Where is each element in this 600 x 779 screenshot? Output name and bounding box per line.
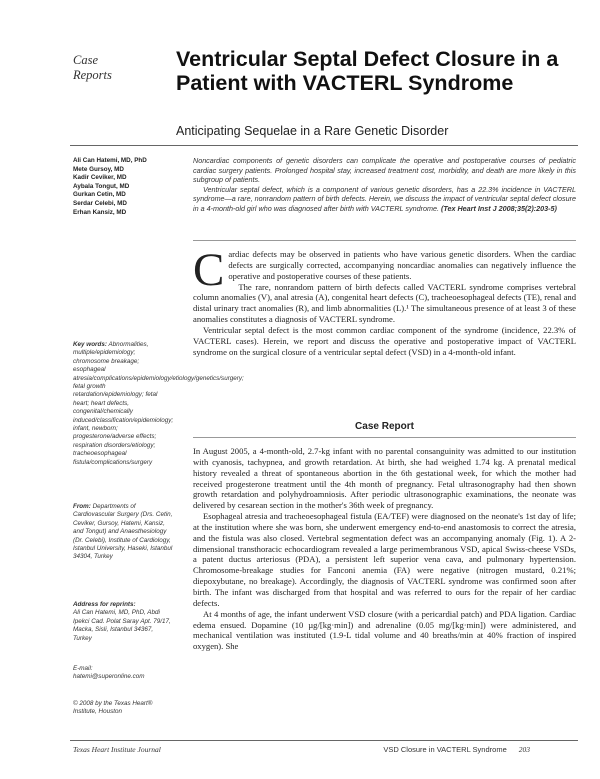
title-divider (70, 145, 578, 146)
citation: (Tex Heart Inst J 2008;35(2):203-5) (440, 203, 557, 213)
case-paragraph-3: At 4 months of age, the infant underwent VSD closure (with a pericardial patch) and PDA ligation. Cardiac edema ensued. Dopamine (10 µg/[kg·min]) and adrenaline (0.05 mg/[kg·min]) were administered, and mechanical ventilation was instituted (1.9-L tidal volume and 40 breaths/min at 40% fraction of inspired oxygen). She (193, 608, 576, 652)
section-label-line-1: Case (73, 53, 98, 67)
section-label-line-2: Reports (73, 68, 112, 82)
keywords-block (73, 341, 244, 467)
address-text: Ali Can Hatemi, MD, PhD, Abdi Ipekci Cad. Polat Saray Apt. 79/17, Macka, Sisli, Istanbul 34367, Turkey (73, 609, 171, 642)
section-label (73, 53, 163, 83)
from-label: From: (73, 503, 91, 510)
author: Serdar Celebi, MD (73, 199, 127, 207)
reprint-address-block (73, 601, 173, 643)
keywords-text: Abnormalities, multiple/epidemiology; chromosome breakage; esophageal atresia/complications/epidemiology/etiology/genetics/surgery; fetal growth retardation/epidemiology; fetal heart; heart defects, congenital/chemically induced/classification/epidemiology; infant, newborn; progesterone/adverse effects; respiration disorders/etiology; tracheoesophageal fistula/complications/surgery (73, 341, 244, 466)
intro-paragraph-1-text: ardiac defects may be observed in patients who have various genetic disorders. When the cardiac defects are surgically corrected, accompanying noncardiac anomalies can negatively influence the operative and postoperative courses of these patients. (228, 249, 576, 281)
abstract-divider (193, 240, 576, 241)
drop-cap: C (193, 244, 225, 296)
abstract (193, 156, 576, 214)
author: Aybala Tongut, MD (73, 182, 130, 190)
author: Kadir Ceviker, MD (73, 174, 127, 182)
intro-paragraph-1 (193, 244, 576, 296)
affiliation-text: Departments of Cardiovascular Surgery (Drs. Cetin, Ceviker, Gursoy, Hatemi, Kansiz, and Tongut) and Anaesthesiology (Dr. Celebi), Institute of Cardiology, Istanbul University, Haseki, Istanbul 34304, Turkey (73, 503, 173, 561)
author: Mete Gursoy, MD (73, 165, 124, 173)
running-title: VSD Closure in VACTERL Syndrome (383, 745, 507, 754)
email-label: E-mail: (73, 665, 93, 672)
running-footer (383, 745, 530, 754)
introduction (193, 244, 576, 357)
intro-paragraph-3: Ventricular septal defect is the most common cardiac component of the syndrome (incidence, 22.3% of VACTERL cases). Herein, we report and discuss the operative and postoperative impact of VACTERL syndrome on the surgical closure of a ventricular septal defect (VSD) in a 4-month-old infant. (193, 324, 576, 357)
intro-paragraph-2: The rare, nonrandom pattern of birth defects called VACTERL syndrome comprises vertebral column anomalies (V), anal atresia (A), congenital heart defects (C), tracheoesophageal defects (TE), renal and distal urinary tract anomalies (R), and limb abnormalities (L).¹ The simultaneous presence of at least 3 of these anomalies constitutes a diagnosis of VACTERL syndrome. (193, 281, 576, 325)
author: Gurkan Cetin, MD (73, 191, 126, 199)
abstract-paragraph-2-text: Ventricular septal defect, which is a component of various genetic disorders, has a 22.3% incidence in VACTERL syndrome—a rare, nonrandom pattern of birth defects. Herein, we discuss the impact of ventricular septal defect closure in a 4-month-old girl who was diagnosed after birth with VACTERL syndrome. (193, 184, 576, 213)
author: Ali Can Hatemi, MD, PhD (73, 157, 147, 164)
abstract-paragraph-2 (193, 185, 576, 214)
section-heading: Case Report (355, 421, 414, 432)
article-subtitle: Anticipating Sequelae in a Rare Genetic Disorder (176, 124, 449, 138)
author-list (73, 157, 173, 217)
email-block (73, 665, 173, 682)
article-title: Ventricular Septal Defect Closure in a Patient with VACTERL Syndrome (176, 47, 559, 95)
affiliation-block (73, 503, 173, 562)
author: Erhan Kansiz, MD (73, 208, 127, 216)
journal-name: Texas Heart Institute Journal (73, 745, 161, 754)
abstract-paragraph-1: Noncardiac components of genetic disorders can complicate the operative and postoperative courses of pediatric cardiac surgery patients. Prolonged hospital stay, increased treatment cost, morbidity, and death are more likely in this subgroup of patients. (193, 156, 576, 185)
section-divider (193, 437, 576, 438)
case-paragraph-2: Esophageal atresia and tracheoesophageal fistula (EA/TEF) were diagnosed on the neonate's 1st day of life; at the institution where she was born, she underwent emergency end-to-end anastomosis to correct the atresia, and the fistula was also closed. Vertebral segmentation defect was an accompanying anomaly (Fig. 1). A 2-dimensional transthoracic echocardiogram revealed a large perimembranous VSD, apical Swiss-cheese VSDs, a patent ductus arteriosus (PDA), a persistent left superior vena cava, and pulmonary hypertension. Chromosome-breakage studies for Fanconi anemia (FA) were negative (nitrogen mustard, 0.21%; diepoxybutane, no breakage). Accordingly, the diagnosis of VACTERL syndrome was confirmed soon after birth. The infant was discharged from that hospital and was referred to ours for the repair of her cardiac defects. (193, 511, 576, 608)
email-link[interactable]: hatemi@superonline.com (73, 673, 145, 681)
copyright-notice: © 2008 by the Texas Heart® Institute, Houston (73, 700, 153, 716)
address-label: Address for reprints: (73, 601, 136, 608)
footer-divider (70, 740, 578, 741)
page-number: 203 (518, 745, 530, 754)
case-paragraph-1: In August 2005, a 4-month-old, 2.7-kg infant with no parental consanguinity was admitted to our institution with cyanosis, tachypnea, and growth retardation. At birth, she had weighed 1.74 kg. A prenatal medical history revealed a threat of spontaneous abortion in the 6th gestational week, for which the mother had received progesterone treatment until the 4th month of pregnancy. Fetal ultrasonography had then shown growth retardation and polyhydroamniosis. After periodic ultrasonographic examinations, the neonate was delivered by cesarean section in the mother's 36th week of pregnancy. (193, 446, 576, 511)
case-report-body (193, 446, 576, 652)
keywords-label: Key words: (73, 341, 107, 348)
